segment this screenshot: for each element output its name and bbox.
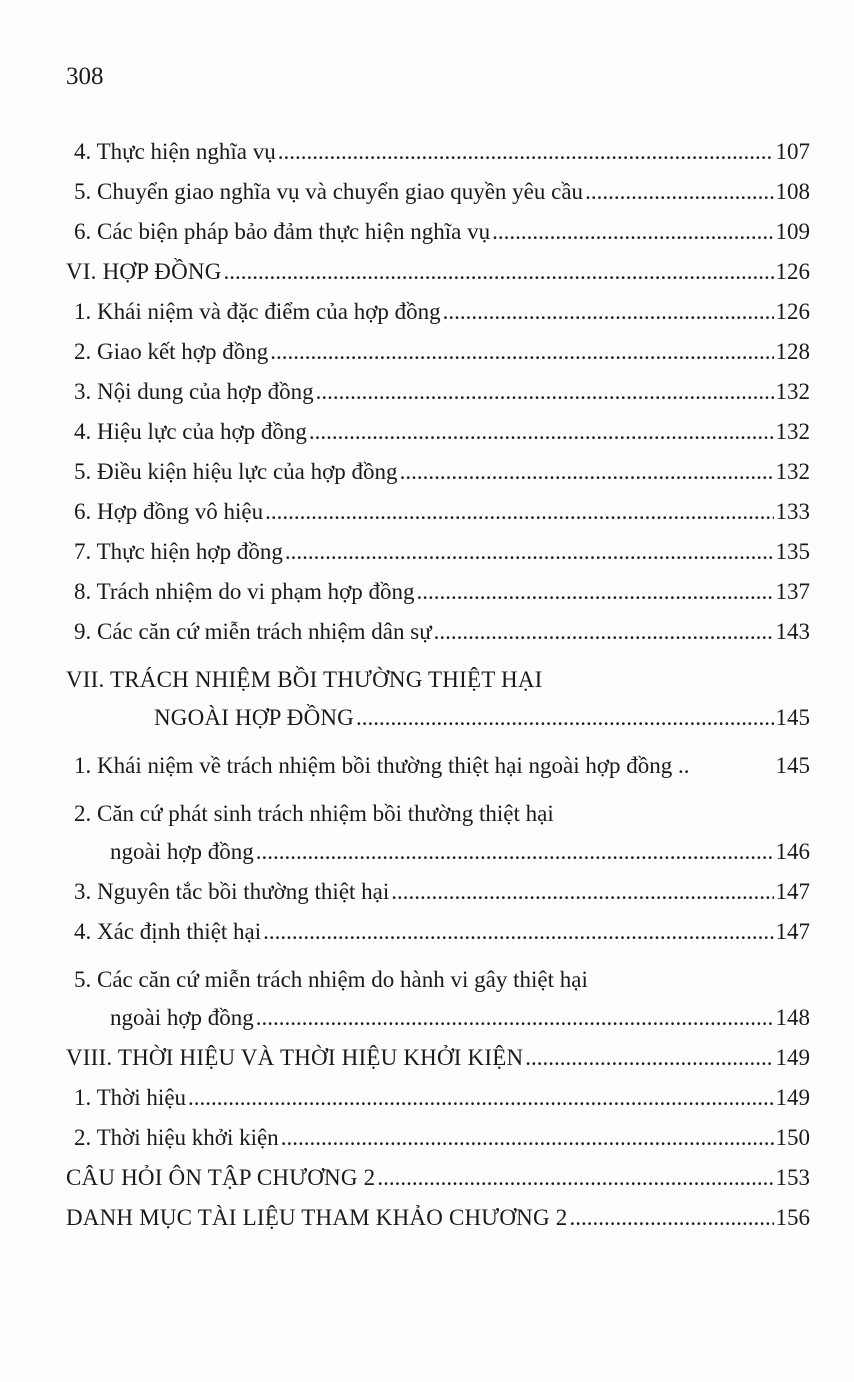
- toc-entry-line1: [66, 780, 810, 828]
- dot-leader: [492, 218, 773, 246]
- toc-entry: [66, 446, 810, 486]
- toc-entry-page: 137: [775, 579, 810, 604]
- toc-entry: [66, 1112, 810, 1152]
- toc-entry-label: DANH MỤC TÀI LIỆU THAM KHẢO CHƯƠNG 2: [66, 1205, 568, 1230]
- dot-leader: [285, 538, 774, 566]
- toc-entry-page: 108: [775, 179, 810, 204]
- toc-entry-page: 150: [775, 1125, 810, 1150]
- dot-leader: [263, 918, 773, 946]
- toc-section-heading: [66, 694, 810, 732]
- toc-entry-label: ngoài hợp đồng: [110, 1005, 254, 1030]
- dot-leader: [585, 178, 773, 206]
- toc-entry-page: 132: [775, 379, 810, 404]
- dot-leader: [265, 498, 773, 526]
- toc-entry-label: 2. Thời hiệu khởi kiện: [74, 1125, 279, 1150]
- dot-leader: [278, 138, 774, 166]
- toc-entry-label: 4. Xác định thiệt hại: [74, 919, 262, 944]
- toc-entry-label: 3. Nguyên tắc bồi thường thiệt hại: [74, 879, 390, 904]
- toc-entry-label: 4. Hiệu lực của hợp đồng: [74, 419, 307, 444]
- toc-section-heading: [66, 1192, 810, 1232]
- toc-section-heading: [66, 1152, 810, 1192]
- dot-leader: [281, 1124, 774, 1152]
- dot-leader: [417, 578, 774, 606]
- toc-entry-page: 143: [775, 619, 810, 644]
- dot-leader: [316, 378, 774, 406]
- toc-entry: [66, 326, 810, 366]
- toc-entry-label: 8. Trách nhiệm do vi phạm hợp đồng: [74, 579, 415, 604]
- toc-entry-label: 6. Hợp đồng vô hiệu: [74, 499, 264, 524]
- toc-entry-label: ngoài hợp đồng: [110, 839, 254, 864]
- toc-entry: [66, 566, 810, 606]
- toc-entry: [66, 906, 810, 946]
- toc-entry-label: NGOÀI HỢP ĐỒNG: [154, 705, 354, 730]
- toc-entry-label: 2. Giao kết hợp đồng: [74, 339, 269, 364]
- toc-entry-page: 153: [775, 1165, 810, 1190]
- toc-entry-label: 9. Các căn cứ miễn trách nhiệm dân sự: [74, 619, 432, 644]
- toc-entry-page: 147: [775, 919, 810, 944]
- toc-entry-page: 107: [775, 139, 810, 164]
- dot-leader: [270, 338, 773, 366]
- toc-entry: [66, 866, 810, 906]
- toc-entry-page: 126: [775, 259, 810, 284]
- toc-entry: [66, 828, 810, 866]
- toc-entry: [66, 286, 810, 326]
- toc-entry: [66, 606, 810, 646]
- toc-entry: [66, 526, 810, 566]
- toc-entry-label: 7. Thực hiện hợp đồng: [74, 539, 283, 564]
- toc-entry-label: 3. Nội dung của hợp đồng: [74, 379, 314, 404]
- toc-entry-page: 145: [775, 753, 810, 778]
- toc-entry-page: 149: [775, 1085, 810, 1110]
- toc-entry-label: CÂU HỎI ÔN TẬP CHƯƠNG 2: [66, 1165, 376, 1190]
- toc-entry: [66, 406, 810, 446]
- page-number: 308: [66, 63, 104, 90]
- toc-entry-label: 2. Căn cứ phát sinh trách nhiệm bồi thường thiệt hại: [74, 801, 554, 826]
- toc-entry-page: 145: [775, 705, 810, 730]
- dot-leader: [256, 838, 774, 866]
- dot-leader: [525, 1044, 773, 1072]
- toc-entry-label: VI. HỢP ĐỒNG: [66, 259, 222, 284]
- toc-entry-label: 6. Các biện pháp bảo đảm thực hiện nghĩa vụ: [74, 219, 491, 244]
- toc-entry-label: VII. TRÁCH NHIỆM BỒI THƯỜNG THIỆT HẠI: [66, 667, 543, 692]
- toc-entry: [66, 126, 810, 166]
- dot-leader: [377, 1164, 773, 1192]
- toc-entry-line1: [66, 946, 810, 994]
- toc-entry-label: 1. Khái niệm và đặc điểm của hợp đồng: [74, 299, 441, 324]
- dot-leader: [188, 1084, 773, 1112]
- toc-entry: [66, 994, 810, 1032]
- toc-entry-label: 5. Chuyển giao nghĩa vụ và chuyển giao quyền yêu cầu: [74, 179, 584, 204]
- toc-entry-label: 5. Điều kiện hiệu lực của hợp đồng: [74, 459, 398, 484]
- toc-entry-page: 133: [775, 499, 810, 524]
- toc-entry-page: 126: [775, 299, 810, 324]
- toc-entry-page: 109: [775, 219, 810, 244]
- dot-leader: [256, 1004, 774, 1032]
- toc-entry-page: 132: [775, 419, 810, 444]
- toc-section-heading: [66, 1032, 810, 1072]
- dot-leader: [443, 298, 774, 326]
- toc-entry-label: VIII. THỜI HIỆU VÀ THỜI HIỆU KHỞI KIỆN: [66, 1045, 524, 1070]
- toc-entry-page: 149: [775, 1045, 810, 1070]
- toc-section-heading: [66, 246, 810, 286]
- toc-entry-page: 146: [775, 839, 810, 864]
- toc-entry: [66, 206, 810, 246]
- dot-leader: [356, 704, 774, 732]
- toc-entry: [66, 366, 810, 406]
- toc-entry-label: 5. Các căn cứ miễn trách nhiệm do hành vi gây thiệt hại: [74, 967, 588, 992]
- toc-entry-label: 1. Khái niệm về trách nhiệm bồi thường thiệt hại ngoài hợp đồng ..: [74, 753, 690, 778]
- dot-leader: [224, 258, 774, 286]
- toc-entry-page: 128: [775, 339, 810, 364]
- dot-leader: [569, 1204, 773, 1232]
- toc-entry: [66, 486, 810, 526]
- toc-entry-page: 156: [775, 1205, 810, 1230]
- toc-entry-label: 4. Thực hiện nghĩa vụ: [74, 139, 276, 164]
- toc-entry-page: 148: [775, 1005, 810, 1030]
- dot-leader: [434, 618, 774, 646]
- toc-entry-page: 147: [775, 879, 810, 904]
- toc-entry: [66, 732, 810, 780]
- toc-entry: [66, 1072, 810, 1112]
- toc-section-heading-line1: [66, 646, 810, 694]
- table-of-contents: [66, 126, 810, 1232]
- toc-entry-page: 135: [775, 539, 810, 564]
- dot-leader: [309, 418, 774, 446]
- dot-leader: [400, 458, 774, 486]
- toc-entry-page: 132: [775, 459, 810, 484]
- toc-entry: [66, 166, 810, 206]
- dot-leader: [391, 878, 773, 906]
- toc-entry-label: 1. Thời hiệu: [74, 1085, 187, 1110]
